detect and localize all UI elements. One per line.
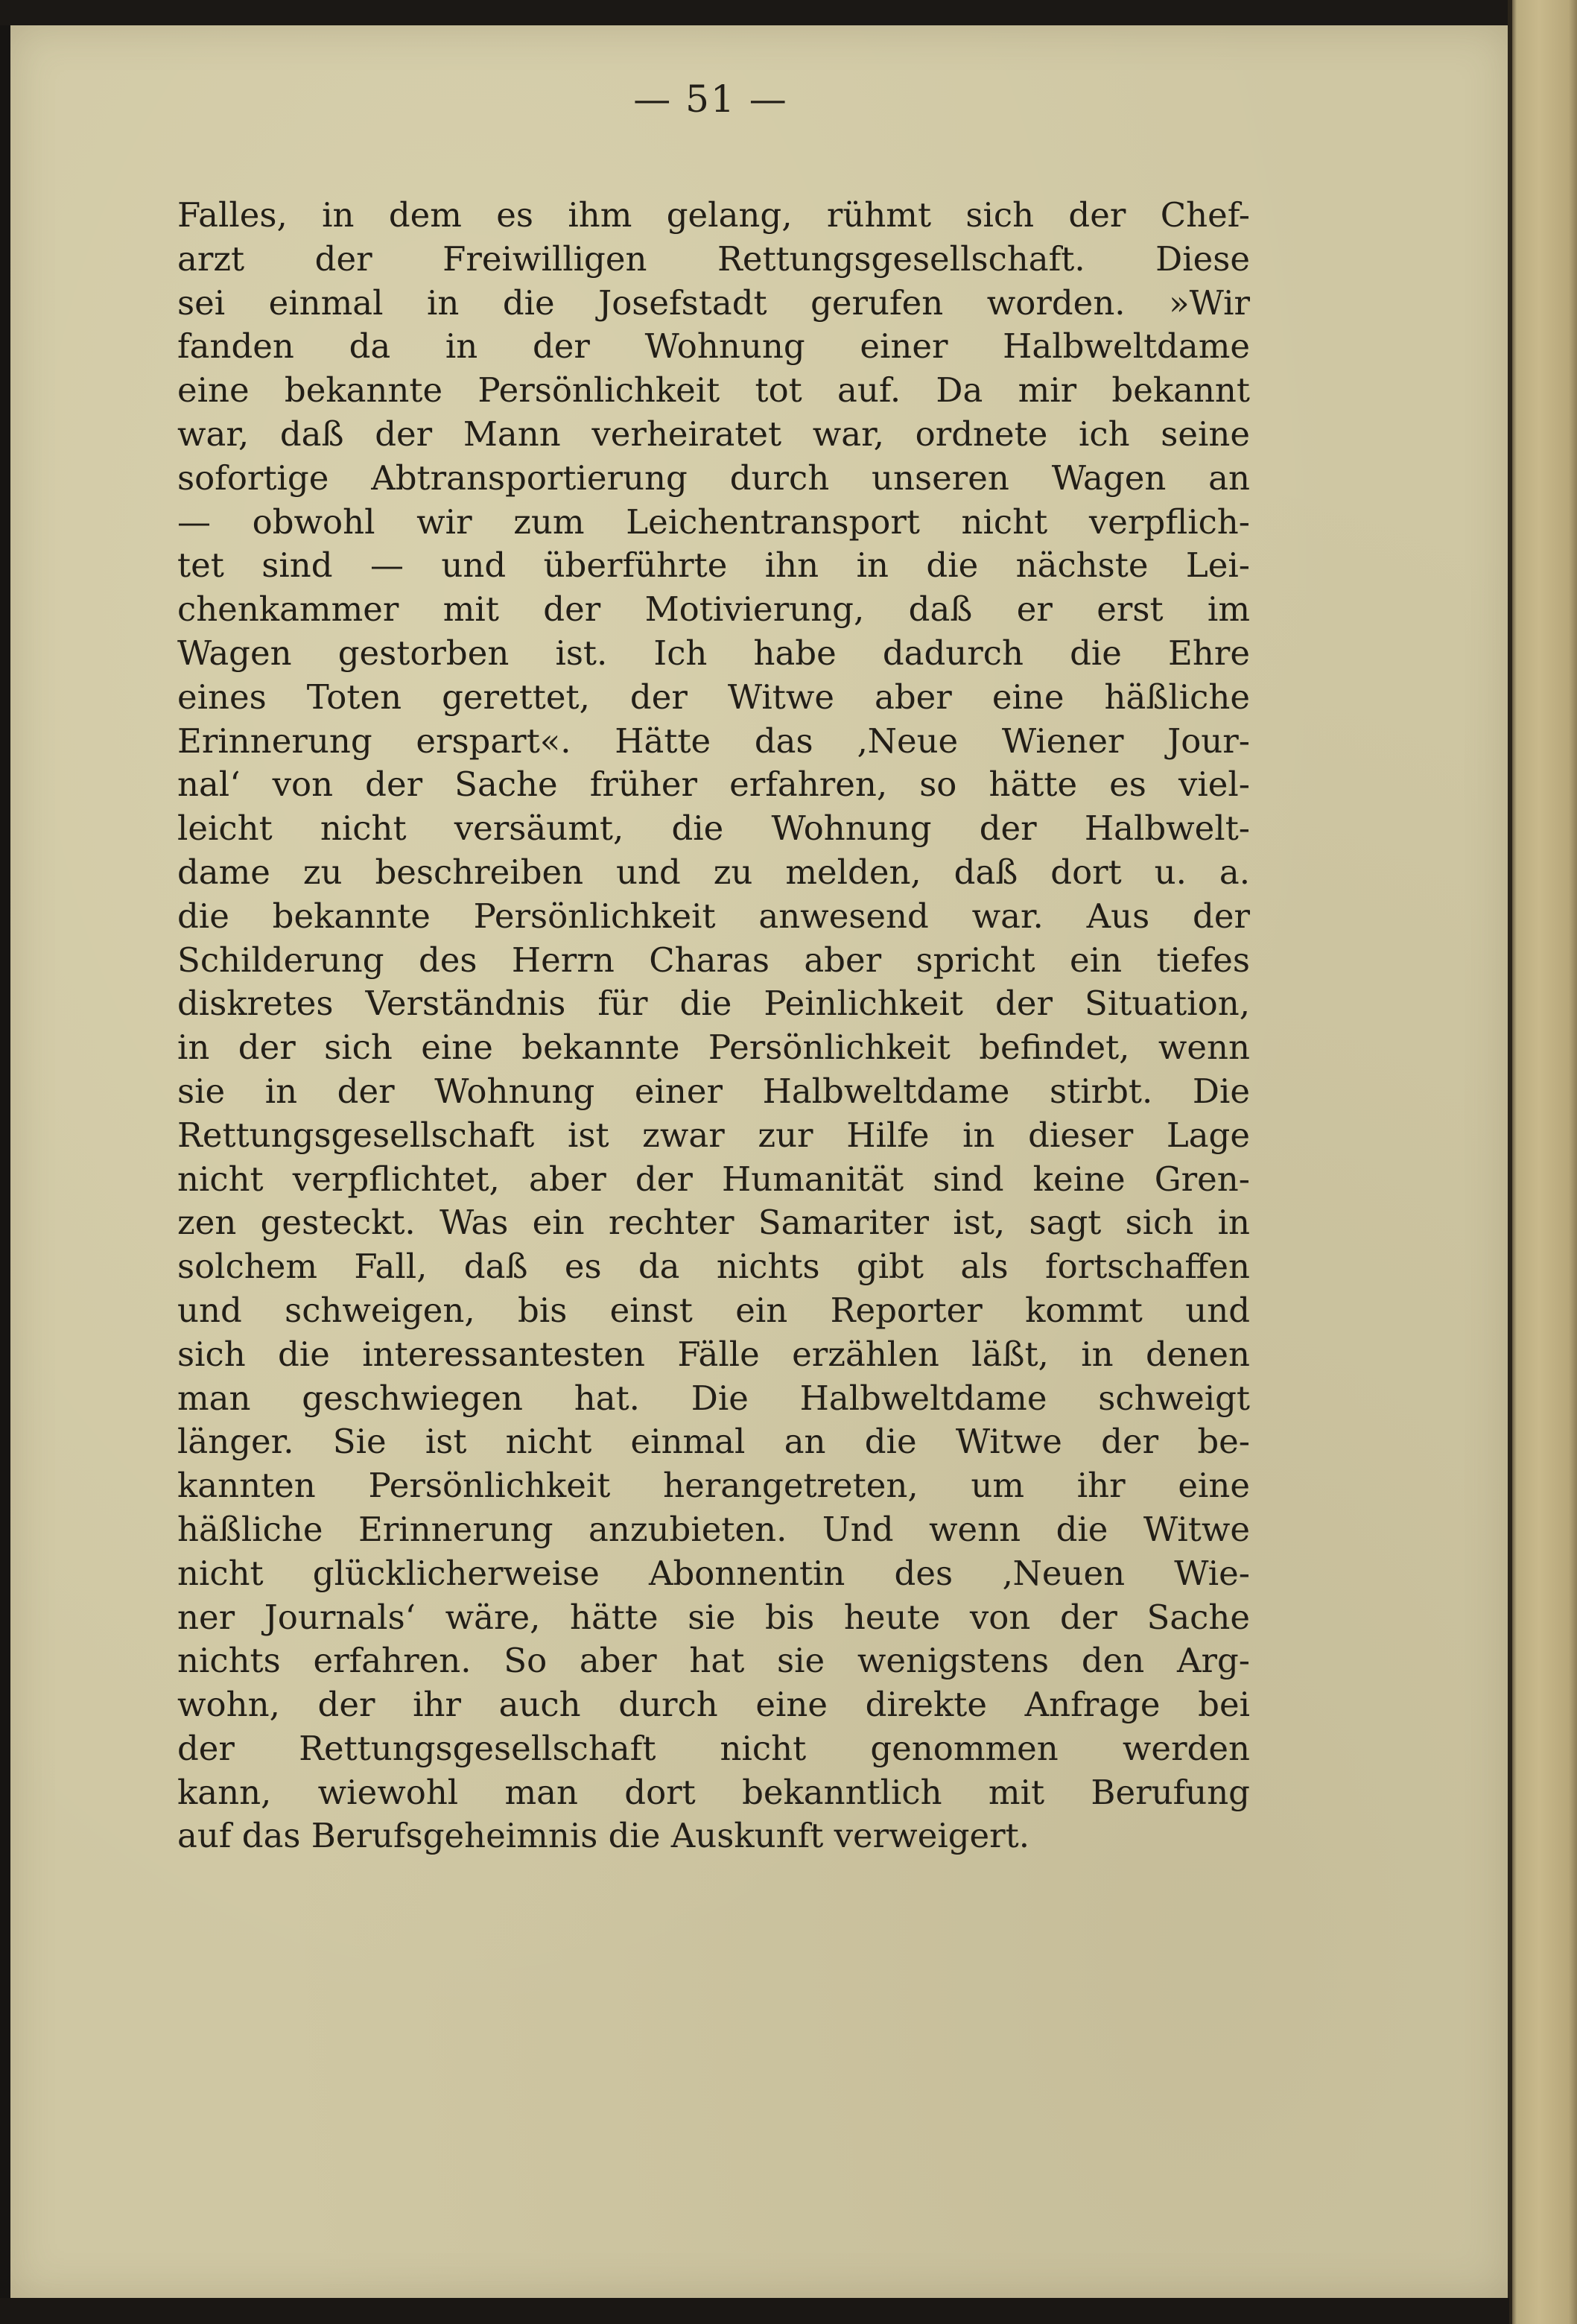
text-line: wohn, der ihr auch durch eine direkte Anfrage bei [177, 1685, 1250, 1725]
text-line: nichts erfahren. So aber hat sie wenigstens den Arg- [177, 1641, 1250, 1681]
text-line: Erinnerung erspart«. Hätte das ‚Neue Wiener Jour- [177, 721, 1250, 761]
text-line: in der sich eine bekannte Persönlichkeit befindet, wenn [177, 1028, 1250, 1068]
text-line: fanden da in der Wohnung einer Halbweltdame [177, 326, 1250, 367]
text-line: sofortige Abtransportierung durch unseren Wagen an [177, 457, 1250, 498]
text-line: auf das Berufsgeheimnis die Auskunft verweigert. [177, 1816, 1030, 1856]
scan-bottom-edge [0, 2298, 1509, 2324]
text-line: chenkammer mit der Motivierung, daß er erst im [177, 589, 1250, 630]
text-line: länger. Sie ist nicht einmal an die Witwe der be- [177, 1422, 1250, 1462]
text-line: — obwohl wir zum Leichentransport nicht verpflich- [177, 501, 1250, 542]
text-line: eines Toten gerettet, der Witwe aber eine häßliche [177, 677, 1250, 717]
next-page-edge [1509, 0, 1577, 2324]
text-line: tet sind — und überführte ihn in die nächste Lei- [177, 545, 1250, 586]
page-gutter-shadow [1508, 0, 1512, 2324]
text-line: sie in der Wohnung einer Halbweltdame stirbt. Die [177, 1071, 1250, 1111]
text-line: solchem Fall, daß es da nichts gibt als fortschaffen [177, 1247, 1250, 1287]
text-line: ner Journals‘ wäre, hätte sie bis heute von der Sache [177, 1597, 1250, 1637]
page-body-text [177, 194, 1250, 1858]
text-line: nal‘ von der Sache früher erfahren, so hätte es viel- [177, 764, 1250, 805]
text-line: man geschwiegen hat. Die Halbweltdame schweigt [177, 1378, 1250, 1418]
text-line: die bekannte Persönlichkeit anwesend war. Aus der [177, 896, 1250, 936]
text-line: nicht glücklicherweise Abonnentin des ‚Neuen Wie- [177, 1553, 1250, 1593]
text-line: der Rettungsgesellschaft nicht genommen werden [177, 1728, 1250, 1768]
text-line: Schilderung des Herrn Charas aber spricht ein tiefes [177, 940, 1250, 980]
text-line: Wagen gestorben ist. Ich habe dadurch die Ehre [177, 633, 1250, 673]
text-line: sich die interessantesten Fälle erzählen läßt, in denen [177, 1334, 1250, 1374]
text-line: kannten Persönlichkeit herangetreten, um ihr eine [177, 1466, 1250, 1506]
text-line: diskretes Verständnis für die Peinlichkeit der Situation, [177, 984, 1250, 1024]
text-line: war, daß der Mann verheiratet war, ordnete ich seine [177, 414, 1250, 454]
text-line: häßliche Erinnerung anzubieten. Und wenn die Witwe [177, 1509, 1250, 1549]
text-line: sei einmal in die Josefstadt gerufen worden. »Wir [177, 282, 1250, 323]
page-number: — 51 — [633, 77, 788, 121]
text-line: eine bekannte Persönlichkeit tot auf. Da mir bekannt [177, 370, 1250, 411]
text-line: dame zu beschreiben und zu melden, daß dort u. a. [177, 852, 1250, 892]
text-line: nicht verpflichtet, aber der Humanität sind keine Gren- [177, 1159, 1250, 1199]
scan-top-edge [0, 0, 1577, 25]
text-line: Falles, in dem es ihm gelang, rühmt sich der Chef- [177, 195, 1250, 235]
text-line: leicht nicht versäumt, die Wohnung der Halbwelt- [177, 808, 1250, 849]
text-line: und schweigen, bis einst ein Reporter kommt und [177, 1290, 1250, 1330]
text-line: Rettungsgesellschaft ist zwar zur Hilfe in dieser Lage [177, 1115, 1250, 1155]
text-line: arzt der Freiwilligen Rettungsgesellschaft. Diese [177, 238, 1250, 279]
text-line: zen gesteckt. Was ein rechter Samariter ist, sagt sich in [177, 1203, 1250, 1243]
text-line: kann, wiewohl man dort bekanntlich mit Berufung [177, 1772, 1250, 1812]
